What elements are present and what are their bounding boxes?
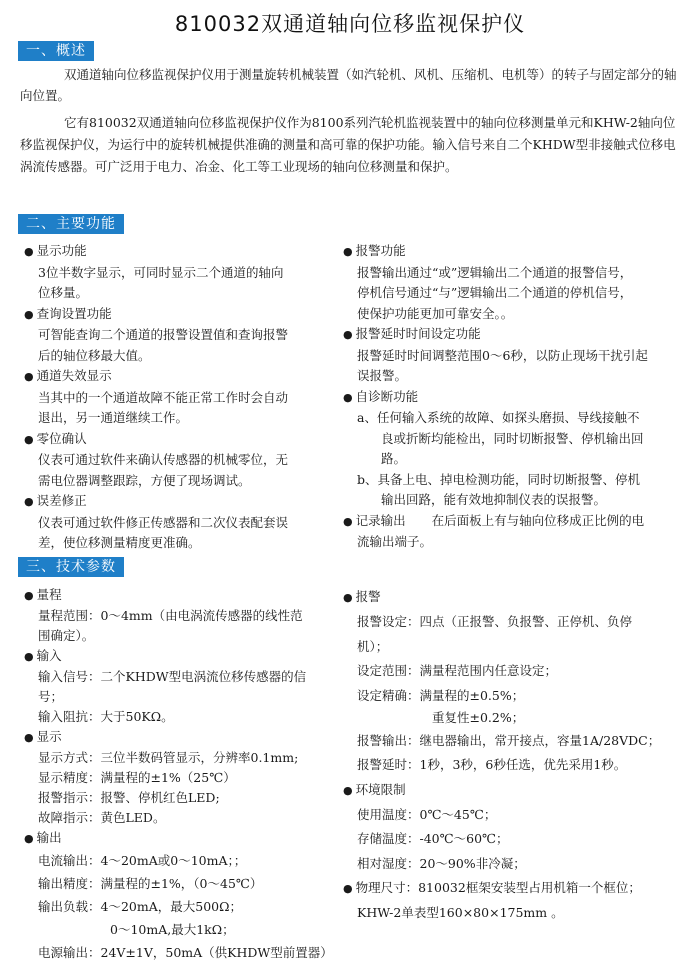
function-heading: ● 报警延时时间设定功能	[343, 324, 695, 346]
spec-text: 输出负载：4～20mA，最大500Ω；	[38, 899, 242, 914]
function-text: 3位半数字显示，可同时显示二个通道的轴向	[38, 264, 284, 280]
function-heading: ● 通道失效显示	[24, 366, 342, 388]
function-text: 使保护功能更加可靠安全。。	[357, 305, 514, 321]
section-heading-specs: 三、技术参数	[18, 557, 124, 577]
function-record-output	[343, 511, 695, 533]
function-text: 后的轴位移最大值。	[38, 347, 151, 363]
function-channel-failure	[24, 366, 342, 429]
spec-heading: ● 环境限制	[343, 778, 695, 803]
spec-text: 重复性±0.2%；	[432, 710, 525, 725]
function-text: 误报警。	[357, 368, 408, 383]
function-text: a、任何输入系统的故障、如探头磨损、导线接触不	[357, 410, 640, 425]
function-text: 流输出端子。	[357, 534, 433, 549]
overview-paragraph-2: 它有810032双通道轴向位移监视保护仪作为8100系列汽轮机监视装置中的轴向位移测量单元和KHW-2轴向位移监视保护仪，为运行中的旋转机械提供准确的测量和高可靠的保护功能。输入信号来自二个KHDW型非接触式位移电涡流传感器。可广泛用于电力、冶金、化工等工业现场的轴向位移测量和保护。	[20, 115, 676, 174]
function-heading: ● 报警功能	[343, 241, 695, 263]
spec-text: 号；	[38, 689, 64, 704]
function-text: 退出，另一通道继续工作。	[38, 410, 189, 425]
spec-text: 输入信号：二个KHDW型电涡流位移传感器的信	[38, 669, 307, 684]
function-text: b、具备上电、掉电检测功能，同时切断报警、停机	[357, 471, 641, 487]
spec-heading: ● 物理尺寸：810032框架安装型占用机箱一个框位；	[343, 876, 695, 901]
function-text: 报警输出通过“或”逻辑输出二个通道的报警信号，	[357, 264, 633, 280]
function-text: 良或折断均能检出，同时切断报警、停机输出回	[381, 430, 644, 446]
section-heading-functions: 二、主要功能	[18, 214, 124, 234]
spec-heading: ● 量程	[24, 585, 344, 606]
functions-right-column	[343, 241, 695, 553]
spec-text: 机）；	[357, 638, 389, 654]
function-zero	[24, 429, 342, 492]
spec-heading: ● 输入	[24, 646, 344, 667]
spec-text: KHW-2单表型160×80×175mm 。	[357, 905, 564, 920]
section-heading-overview: 一、概述	[18, 41, 94, 61]
spec-text: 量程范围：0～4mm（由电涡流传感器的线性范	[38, 608, 303, 623]
spec-text: 电流输出：4～20mA或0～10mA；；	[38, 853, 247, 868]
function-display	[24, 241, 342, 304]
spec-text: 故障指示：黄色LED。	[38, 810, 166, 825]
spec-text: 显示方式：三位半数码管显示，分辨率0.1mm;	[38, 750, 299, 765]
spec-text: 相对湿度：20～90%非冷凝；	[357, 855, 526, 871]
function-text: 位移量。	[38, 285, 89, 300]
function-text: 仪表可通过软件来确认传感器的机械零位，无	[38, 452, 289, 467]
function-heading: ● 零位确认	[24, 429, 342, 451]
function-text: 当其中的一个通道故障不能正常工作时会自动	[38, 389, 289, 405]
page-title: 810032双通道轴向位移监视保护仪	[174, 12, 526, 36]
function-heading: ● 误差修正	[24, 491, 342, 513]
spec-heading: ● 报警	[343, 585, 695, 610]
spec-text: 输入阻抗：大于50KΩ。	[38, 709, 174, 724]
spec-text: 报警延时：1秒，3秒，6秒任选，优先采用1秒。	[357, 757, 627, 772]
function-heading: ● 显示功能	[24, 241, 342, 263]
function-error-correction	[24, 491, 342, 554]
function-text: 报警延时时间调整范围0～6秒，以防止现场干扰引起	[357, 347, 648, 363]
function-heading: ● 自诊断功能	[343, 387, 695, 409]
specs-left-column	[24, 585, 344, 964]
functions-left-column	[24, 241, 342, 554]
spec-text: 使用温度：0℃～45℃；	[357, 806, 497, 822]
function-text: 仪表可通过软件修正传感器和二次仪表配套误	[38, 514, 289, 530]
function-text: 停机信号通过“与”逻辑输出二个通道的停机信号，	[357, 285, 633, 300]
spec-text: 0～10mA,最大1kΩ；	[110, 922, 235, 937]
spec-text: 电源输出：24V±1V，50mA（供KHDW型前置器）	[38, 945, 333, 960]
spec-text: 报警设定：四点（正报警、负报警、正停机、负停	[357, 614, 633, 629]
spec-heading: ● 输出	[24, 828, 344, 849]
function-text: 输出回路，能有效地抑制仪表的误报警。	[381, 492, 607, 507]
function-text: 可智能查询二个通道的报警设置值和查询报警	[38, 327, 289, 342]
function-text: 在后面板上有与轴向位移成正比例的电	[431, 512, 645, 528]
spec-heading: ● 显示	[24, 727, 344, 748]
overview-paragraph-1: 双通道轴向位移监视保护仪用于测量旋转机械装置（如汽轮机、风机、压缩机、电机等）的转子与固定部分的轴向位置。	[20, 67, 677, 103]
function-text: 路。	[381, 451, 407, 466]
function-text: 需电位器调整跟踪，方便了现场调试。	[38, 472, 251, 488]
spec-text: 报警指示：报警、停机红色LED;	[38, 790, 220, 805]
function-text: 差，使位移测量精度更准确。	[38, 535, 201, 550]
spec-text: 报警输出：继电器输出，常开接点，容量1A/28VDC；	[357, 732, 661, 748]
spec-text: 围确定）。	[38, 628, 95, 643]
spec-text: 设定范围：满量程范围内任意设定；	[357, 663, 558, 678]
spec-text: 存储温度：-40℃～60℃；	[357, 831, 509, 846]
function-heading: ● 查询设置功能	[24, 304, 342, 326]
function-query	[24, 304, 342, 367]
spec-text: 设定精确：满量程的±0.5%；	[357, 687, 525, 703]
spec-text: 显示精度：满量程的±1%（25℃）	[38, 770, 236, 785]
spec-text: 输出精度：满量程的±1%，（0～45℃）	[38, 876, 263, 891]
specs-right-column	[343, 585, 695, 926]
function-heading: ● 记录输出	[343, 513, 406, 528]
